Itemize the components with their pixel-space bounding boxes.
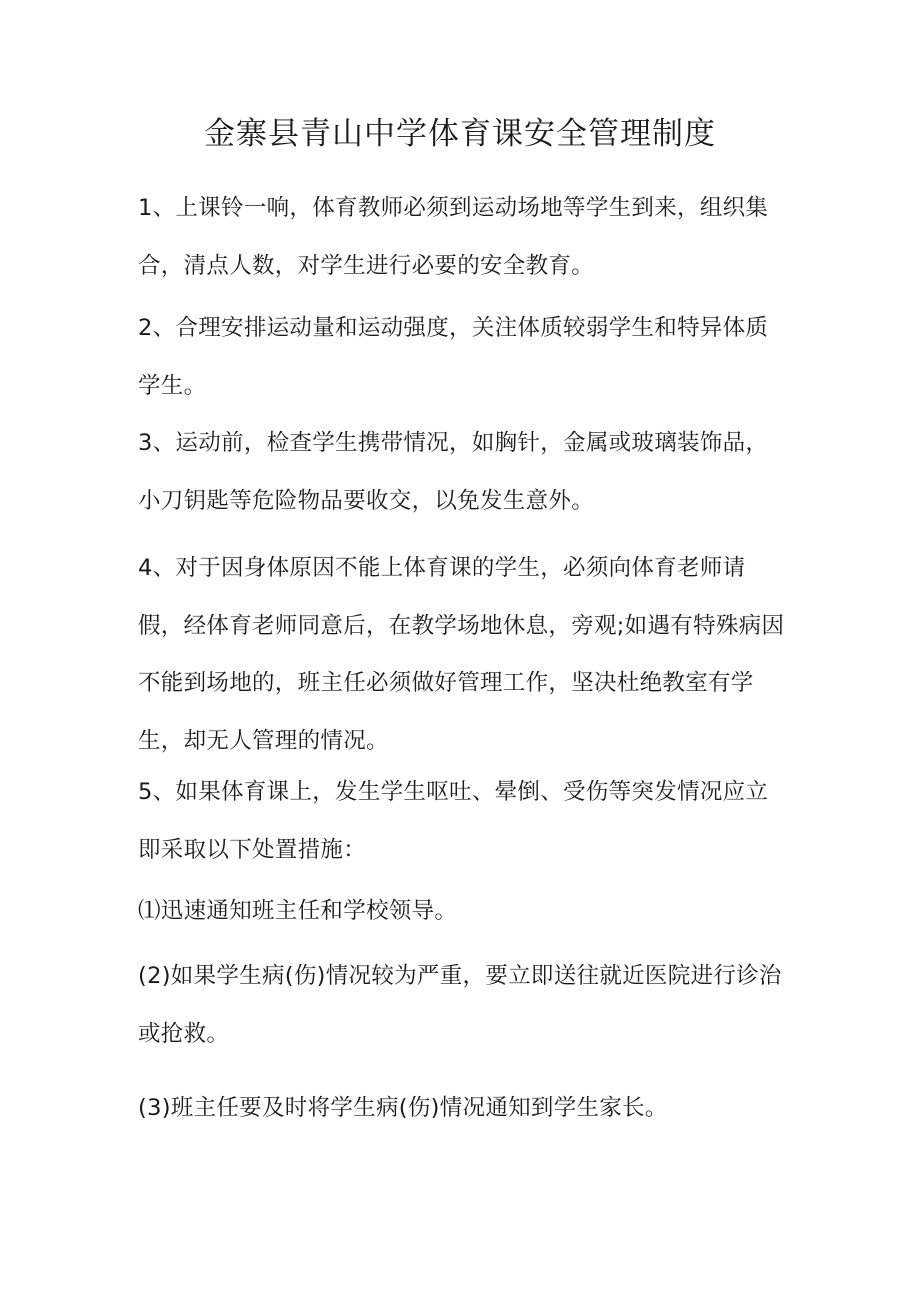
rule-paragraph-2: 2、合理安排运动量和运动强度，关注体质较弱学生和特异体质学生。 bbox=[138, 315, 769, 399]
measure-item-2: (2)如果学生病(伤)情况较为严重，要立即送往就近医院进行诊治或抢救。 bbox=[138, 963, 782, 1047]
measure-item-3: (3)班主任要及时将学生病(伤)情况通知到学生家长。 bbox=[138, 1095, 668, 1121]
rule-paragraph-5: 5、如果体育课上，发生学生呕吐、晕倒、受伤等突发情况应立即采取以下处置措施： bbox=[138, 779, 769, 863]
measure-item-1: ⑴迅速通知班主任和学校领导。 bbox=[138, 898, 458, 924]
rule-paragraph-3: 3、运动前，检查学生携带情况，如胸针，金属或玻璃装饰品，小刀钥匙等危险物品要收交，以免发生意外。 bbox=[138, 430, 769, 514]
document-title: 金寨县青山中学体育课安全管理制度 bbox=[204, 116, 716, 152]
rule-paragraph-1: 1、上课铃一响，体育教师必须到运动场地等学生到来，组织集合，清点人数，对学生进行必要的安全教育。 bbox=[138, 195, 769, 279]
rule-paragraph-4: 4、对于因身体原因不能上体育课的学生，必须向体育老师请假，经体育老师同意后，在教学场地休息，旁观;如遇有特殊病因不能到场地的，班主任必须做好管理工作，坚决杜绝教室有学生，却无人管理的情况。 bbox=[138, 555, 785, 754]
